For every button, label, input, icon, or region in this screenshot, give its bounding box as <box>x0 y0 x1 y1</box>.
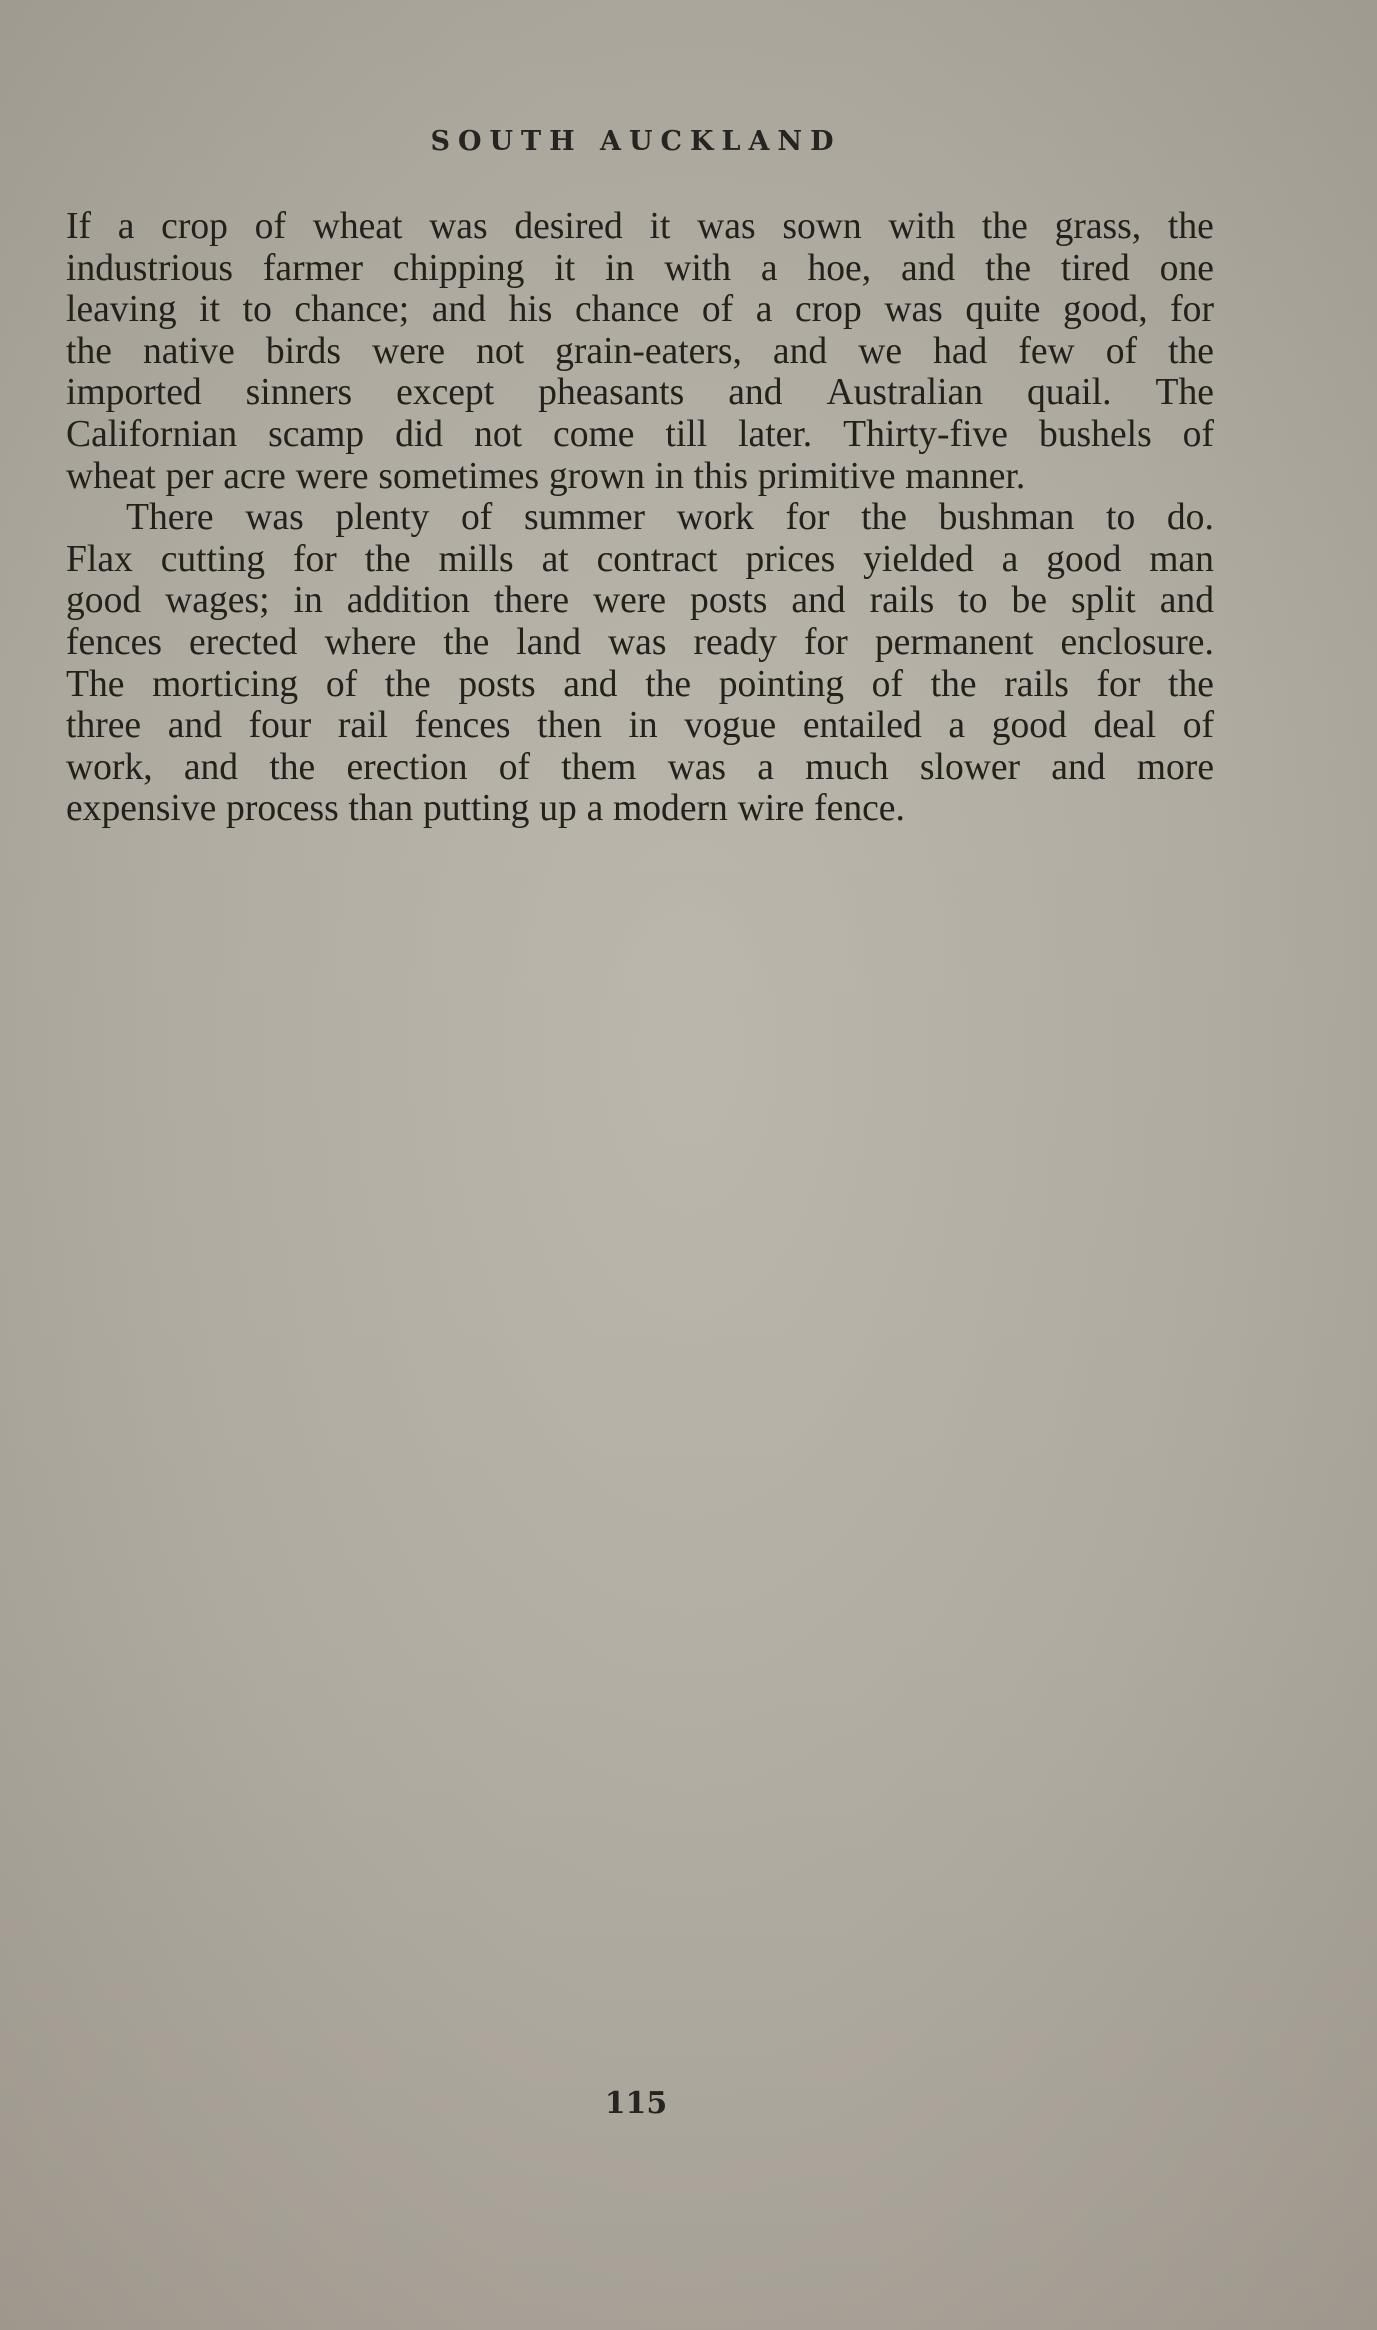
running-head: SOUTH AUCKLAND <box>430 126 842 157</box>
paragraph-2 <box>66 497 1214 830</box>
text-line: The morticing of the posts and the pointing of the rails for the <box>66 663 1214 705</box>
text-line: industrious farmer chipping it in with a hoe, and the tired one <box>66 247 1214 289</box>
text-line: Californian scamp did not come till later. Thirty-five bushels of <box>66 413 1214 455</box>
text-line: If a crop of wheat was desired it was sown with the grass, the <box>66 206 1214 247</box>
paragraph-1 <box>66 206 1214 497</box>
text-line: the native birds were not grain-eaters, and we had few of the <box>66 330 1214 372</box>
page-number: 115 <box>604 2086 668 2121</box>
text-line: expensive process than putting up a modern wire fence. <box>66 788 905 830</box>
text-line: three and four rail fences then in vogue entailed a good deal of <box>66 705 1214 747</box>
text-line: leaving it to chance; and his chance of a crop was quite good, for <box>66 289 1214 331</box>
text-line: wheat per acre were sometimes grown in this primitive manner. <box>66 455 1026 497</box>
text-line: work, and the erection of them was a much slower and more <box>66 746 1214 788</box>
text-line: good wages; in addition there were posts and rails to be split and <box>66 580 1214 622</box>
text-line: imported sinners except pheasants and Australian quail. The <box>66 372 1214 414</box>
text-line: There was plenty of summer work for the bushman to do. <box>126 497 1214 539</box>
text-line: fences erected where the land was ready for permanent enclosure. <box>66 621 1214 663</box>
body-text <box>66 206 1214 830</box>
text-line: Flax cutting for the mills at contract prices yielded a good man <box>66 538 1214 580</box>
